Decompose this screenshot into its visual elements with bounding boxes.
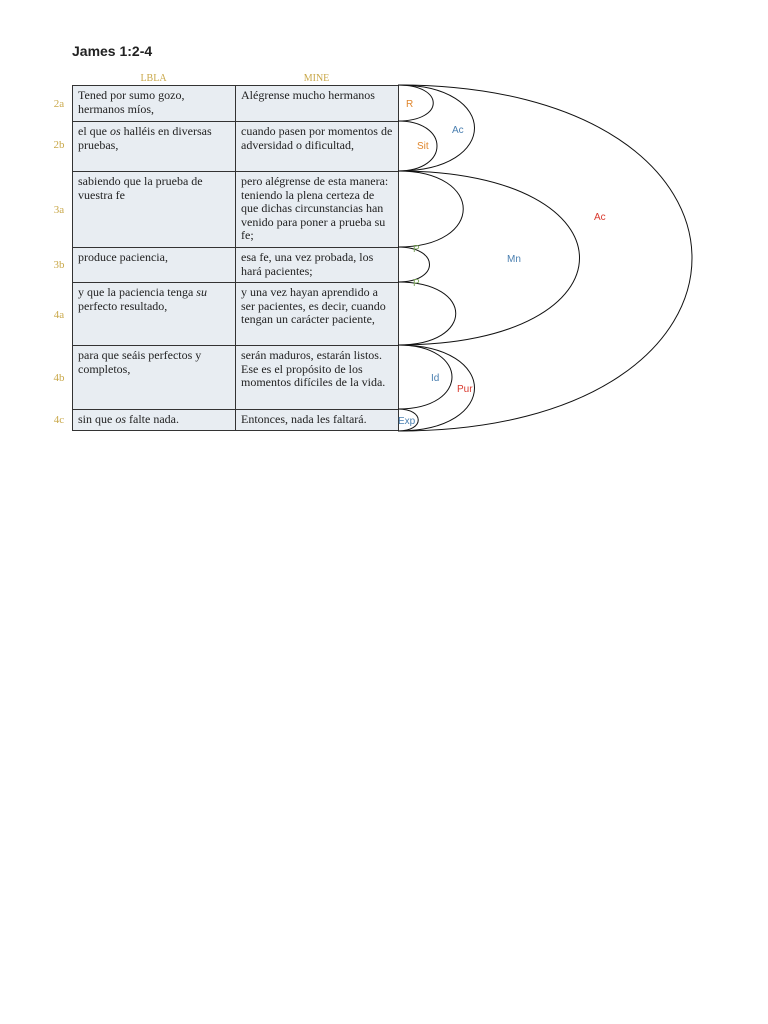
column-header-mine: MINE [303,73,330,84]
mine-cell [235,121,399,172]
arc-label-r: R [406,99,414,110]
arc-outer-ac [398,85,692,431]
arc-sit [398,121,437,171]
page-title: James 1:2-4 [72,43,153,59]
arc-label-id: Id [431,373,440,384]
mine-cell [235,171,399,248]
lbla-cell [72,345,236,410]
lbla-italic-text: os [110,124,121,138]
verse-label: 2a [53,98,65,110]
arc-label-exp: Exp [398,416,416,427]
mine-cell [235,247,399,283]
lbla-text: sabiendo que la prueba de vuestra fe [78,174,203,202]
lbla-text: perfecto resultado, [78,298,168,313]
mine-text: pero alégrense de esta manera: teniendo la plena certeza de que dichas circunstancias han venido para poner a prueba su fe; [241,174,389,242]
verse-label: 4a [53,309,65,321]
arc-r [398,85,433,121]
arc-label-p2: P [413,278,420,289]
lbla-cell [72,85,236,122]
mine-text: cuando pasen por momentos de adversidad o dificultad, [241,124,393,152]
lbla-text: Tened por sumo gozo, hermanos míos, [78,88,185,116]
verse-label: 4c [53,414,65,426]
arc-label-ac-outer: Ac [594,212,606,223]
mine-text: serán maduros, estarán listos. Ese es el propósito de los momentos difíciles de la vida. [241,348,386,389]
lbla-text: produce paciencia, [78,250,168,264]
mine-cell [235,345,399,410]
column-header-lbla: LBLA [140,73,167,84]
lbla-cell [72,121,236,172]
lbla-text: y que la paciencia tenga [78,285,197,299]
arc-3a [398,171,463,247]
arc-mn [398,171,580,345]
arc-4a [398,282,456,345]
mine-text: y una vez hayan aprendido a ser pacientes, es decir, cuando tengan un carácter paciente, [241,285,386,326]
verse-label: 3a [53,204,65,216]
mine-text: esa fe, una vez probada, los hará pacientes; [241,250,374,278]
mine-text: Alégrense mucho hermanos [241,88,375,102]
lbla-text: sin que [78,412,116,426]
arc-exp [398,409,418,431]
arc-3b [398,247,430,282]
verse-label: 4b [53,372,65,384]
lbla-cell [72,409,236,431]
mine-cell [235,85,399,122]
verse-label: 3b [53,259,65,271]
arc-label-p1: P [413,244,420,255]
lbla-cell [72,171,236,248]
mine-cell [235,282,399,346]
verse-label: 2b [53,139,65,151]
arc-pur [398,345,475,431]
arc-ac-inner [398,85,475,171]
mine-cell [235,409,399,431]
lbla-text: halléis en diversas pruebas, [78,124,212,152]
lbla-cell [72,247,236,283]
arc-label-mn: Mn [507,254,521,265]
arc-label-ac-inner: Ac [452,125,464,136]
lbla-italic-text: su [196,285,207,299]
arc-label-sit: Sit [417,141,429,152]
lbla-text: falte nada. [126,412,179,426]
arc-id [398,345,452,409]
arc-label-pur: Pur [457,384,473,395]
lbla-italic-text: os [115,412,127,426]
lbla-cell [72,282,236,346]
lbla-text: para que seáis perfectos y completos, [78,348,202,376]
mine-text: Entonces, nada les faltará. [241,412,367,426]
lbla-text: el que [78,124,110,138]
